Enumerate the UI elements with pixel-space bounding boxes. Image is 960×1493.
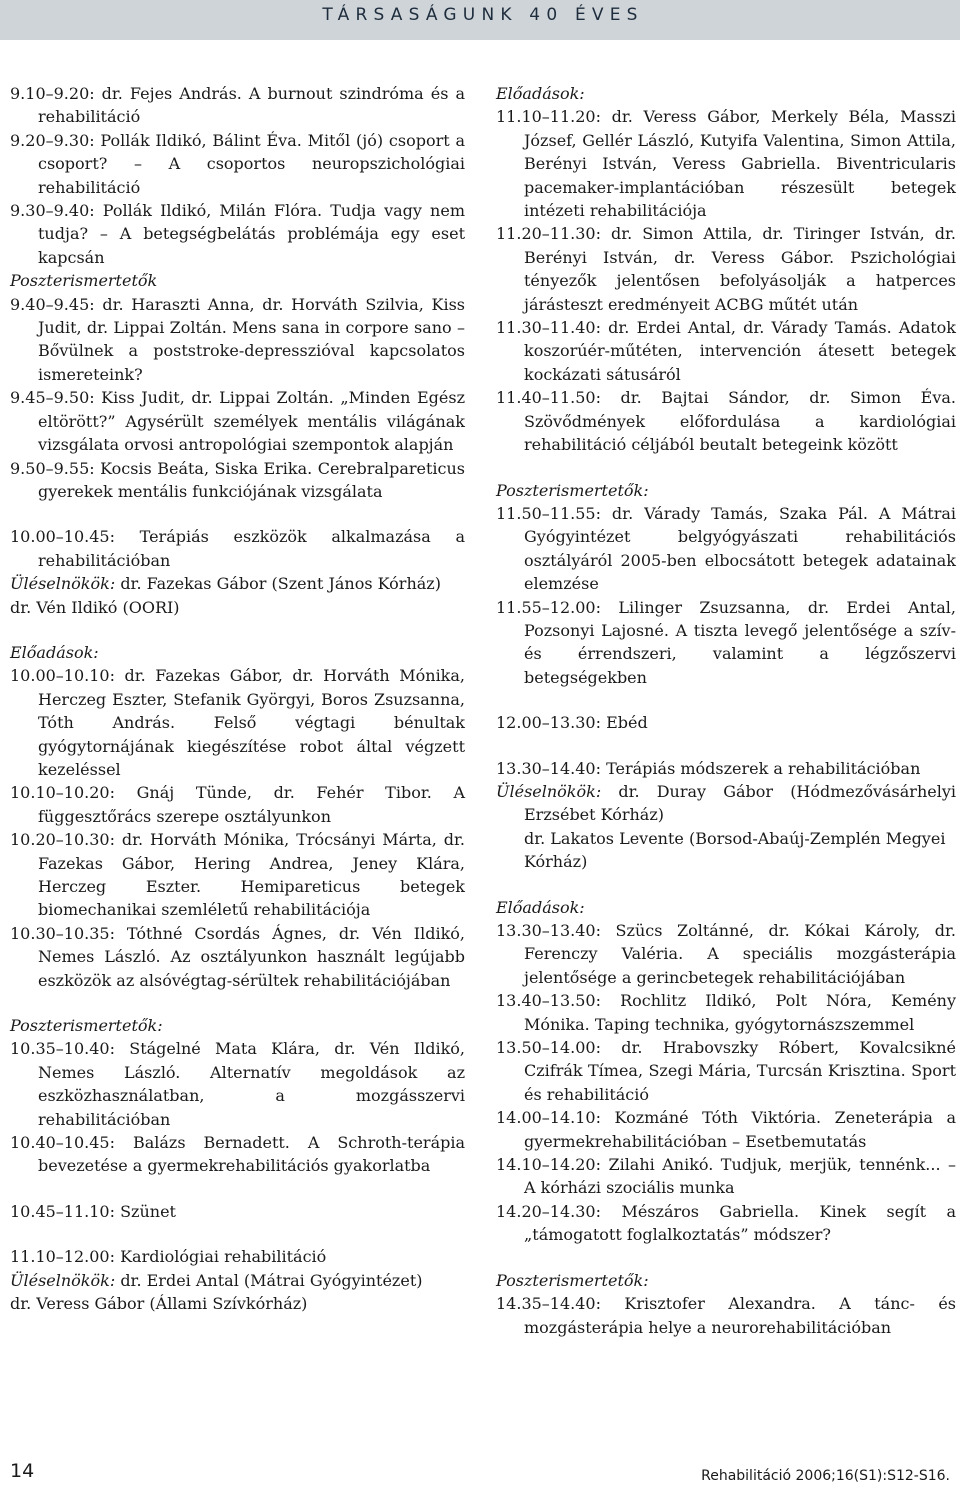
chair-name: dr. Erdei Antal (Mátrai Gyógyintézet) bbox=[120, 1270, 423, 1290]
program-entry: 14.20–14.30: Mészáros Gabriella. Kinek segít a „támogatott foglalkoztatás” módszer? bbox=[496, 1201, 956, 1245]
chair-name: dr. Duray Gábor (Hódmezővásárhelyi Erzsébet Kórház) bbox=[524, 781, 956, 825]
session-heading: 13.30–14.40: Terápiás módszerek a rehabilitációban bbox=[496, 758, 921, 778]
program-entry: 11.55–12.00: Lilinger Zsuzsanna, dr. Erdei Antal, Pozsonyi Lajosné. A tiszta levegő jelentősége a szív- és érrendszeri, valamint a légzőszervi betegségekben bbox=[496, 597, 956, 687]
session-heading: 10.00–10.45: Terápiás eszközök alkalmazása a rehabilitációban bbox=[10, 527, 465, 570]
program-entry: 9.40–9.45: dr. Haraszti Anna, dr. Horváth Szilvia, Kiss Judit, dr. Lippai Zoltán. Mens sana in corpore sano – Bővülnek a poststroke-depresszióval kapcsolatos ismereteink? bbox=[10, 294, 465, 384]
spacer bbox=[496, 457, 956, 479]
program-entry: 9.10–9.20: dr. Fejes András. A burnout szindróma és a rehabilitáció bbox=[10, 84, 465, 127]
program-entry: 10.30–10.35: Tóthné Csordás Ágnes, dr. Vén Ildikó, Nemes László. Az osztályunkon használt legújabb eszközök az alsóvégtag-sérültek rehabilitációjában bbox=[10, 923, 465, 990]
program-entry: 11.50–11.55: dr. Várady Tamás, Szaka Pál. A Mátrai Gyógyintézet belgyógyászati rehabilitációs osztályáról 2005-ben elbocsátott betegek adatainak elemzése bbox=[496, 503, 956, 594]
program-entry: 10.40–10.45: Balázs Bernadett. A Schroth-terápia bevezetése a gyermekrehabilitációs gyakorlatba bbox=[10, 1133, 465, 1176]
program-entry: 11.30–11.40: dr. Erdei Antal, dr. Várady Tamás. Adatok koszorúér-műtéten, intervención átesett betegek kockázati sátusáról bbox=[496, 318, 956, 384]
journal-header-bar bbox=[0, 0, 960, 40]
spacer bbox=[496, 1247, 956, 1269]
program-entry: 14.10–14.20: Zilahi Anikó. Tudjuk, merjük, tennénk... – A kórházi szociális munka bbox=[496, 1155, 956, 1198]
program-entry: 14.00–14.10: Kozmáné Tóth Viktória. Zeneterápia a gyermekrehabilitációban – Esetbemutatás bbox=[496, 1108, 956, 1151]
journal-citation: Rehabilitáció 2006;16(S1):S12-S16. bbox=[701, 1468, 950, 1484]
program-entry: 13.30–13.40: Szücs Zoltánné, dr. Kókai Károly, dr. Ferenczy Valéria. A speciális mozgásterápia jelentősége a gerincbetegek rehabilitációjában bbox=[496, 921, 956, 987]
right-column bbox=[496, 82, 956, 1339]
program-entry: 11.10–11.20: dr. Veress Gábor, Merkely Béla, Masszi József, Gellér László, Kutyifa Valentina, Simon Attila, Berényi István, Veress Gabriella. Biventricularis pacemaker-implantációban részesült betegek intézeti rehabilitációja bbox=[496, 107, 956, 221]
lunch-entry: 12.00–13.30: Ebéd bbox=[496, 713, 648, 733]
section-title: TÁRSASÁGUNK 40 ÉVES bbox=[322, 5, 644, 25]
lectures-label: Előadások: bbox=[496, 84, 585, 103]
program-entry: 11.40–11.50: dr. Bajtai Sándor, dr. Simon Éva. Szövődmények előfordulása a kardiológiai rehabilitáció céljából beutalt betegeink között bbox=[496, 388, 956, 455]
poster-section-label: Poszterismertetők: bbox=[496, 480, 649, 500]
poster-section-label: Poszterismertetők: bbox=[10, 1016, 163, 1036]
program-entry: 10.35–10.40: Stágelné Mata Klára, dr. Vén Ildikó, Nemes László. Alternatív megoldások az eszközhasználatban, a mozgásszervi rehabilitációban bbox=[10, 1039, 465, 1129]
spacer bbox=[496, 874, 956, 896]
program-entry: 13.40–13.50: Rochlitz Ildikó, Polt Nóra, Kemény Mónika. Taping technika, gyógytornászszemmel bbox=[496, 991, 956, 1034]
program-entry: 9.20–9.30: Pollák Ildikó, Bálint Éva. Mitől (jó) csoport a csoport? – A csoportos neuropszichológiai rehabilitáció bbox=[10, 130, 465, 197]
spacer bbox=[496, 689, 956, 711]
chairs-line bbox=[10, 1269, 465, 1292]
chairs-label: Üléselnökök: bbox=[10, 1270, 116, 1290]
chairs-label: Üléselnökök: bbox=[496, 781, 602, 801]
left-column bbox=[10, 82, 465, 1316]
spacer bbox=[10, 503, 465, 525]
program-entry: 13.50–14.00: dr. Hrabovszky Róbert, Kovalcsikné Czifrák Tímea, Szegi Mária, Turcsán Krisztina. Sport és rehabilitáció bbox=[496, 1038, 956, 1104]
spacer bbox=[496, 735, 956, 757]
program-entry: 9.30–9.40: Pollák Ildikó, Milán Flóra. Tudja vagy nem tudja? – A betegségbelátás problémája egy eset kapcsán bbox=[10, 201, 465, 267]
chairs-line bbox=[10, 572, 465, 595]
lectures-label: Előadások: bbox=[10, 642, 99, 662]
program-entry: 9.50–9.55: Kocsis Beáta, Siska Erika. Cerebralpareticus gyerekek mentális funkciójának vizsgálata bbox=[10, 458, 465, 501]
chairs-line bbox=[496, 780, 956, 827]
spacer bbox=[10, 1178, 465, 1200]
chair-name: dr. Lakatos Levente (Borsod-Abaúj-Zemplén Megyei Kórház) bbox=[524, 828, 946, 872]
break-entry: 10.45–11.10: Szünet bbox=[10, 1201, 176, 1221]
program-entry: 9.45–9.50: Kiss Judit, dr. Lippai Zoltán. „Minden Egész eltörött?” Agysérült személyek mentális világának vizsgálata orvosi antropológiai szempontok alapján bbox=[10, 388, 465, 455]
program-entry: 10.20–10.30: dr. Horváth Mónika, Trócsányi Márta, dr. Fazekas Gábor, Hering Andrea, Jeney Klára, Herczeg Eszter. Hemipareticus betegek biomechanikai szemléletű rehabilitációja bbox=[10, 830, 465, 920]
chair-name: dr. Vén Ildikó (OORI) bbox=[10, 597, 180, 617]
chairs-label: Üléselnökök: bbox=[10, 574, 116, 594]
poster-section-label: Poszterismertetők: bbox=[496, 1270, 649, 1290]
program-entry: 11.20–11.30: dr. Simon Attila, dr. Tiringer István, dr. Berényi István, dr. Veress Gábor. Pszichológiai tényezők jelentősen befolyásolják a hatperces járásteszt eredményeit ACBG műtét után bbox=[496, 224, 956, 314]
program-entry: 10.10–10.20: Gnáj Tünde, dr. Fehér Tibor. A függesztőrács szerepe osztályunkon bbox=[10, 783, 465, 826]
program-entry: 14.35–14.40: Krisztofer Alexandra. A tánc- és mozgásterápia helye a neurorehabilitációban bbox=[496, 1294, 956, 1337]
lectures-label: Előadások: bbox=[496, 897, 585, 917]
program-entry: 10.00–10.10: dr. Fazekas Gábor, dr. Horváth Mónika, Herczeg Eszter, Stefanik Györgyi, Boros Zsuzsanna, Tóth András. Felső végtagi bénultak gyógytornájának kiegészítése robot által végzett kezeléssel bbox=[10, 666, 465, 779]
page-number: 14 bbox=[10, 1460, 35, 1482]
spacer bbox=[10, 1223, 465, 1245]
poster-section-label: Poszterismertetők bbox=[10, 271, 158, 291]
spacer bbox=[10, 992, 465, 1014]
chair-name: dr. Veress Gábor (Állami Szívkórház) bbox=[10, 1294, 308, 1314]
session-heading: 11.10–12.00: Kardiológiai rehabilitáció bbox=[10, 1247, 327, 1267]
spacer bbox=[10, 619, 465, 641]
chair-name: dr. Fazekas Gábor (Szent János Kórház) bbox=[120, 574, 441, 594]
